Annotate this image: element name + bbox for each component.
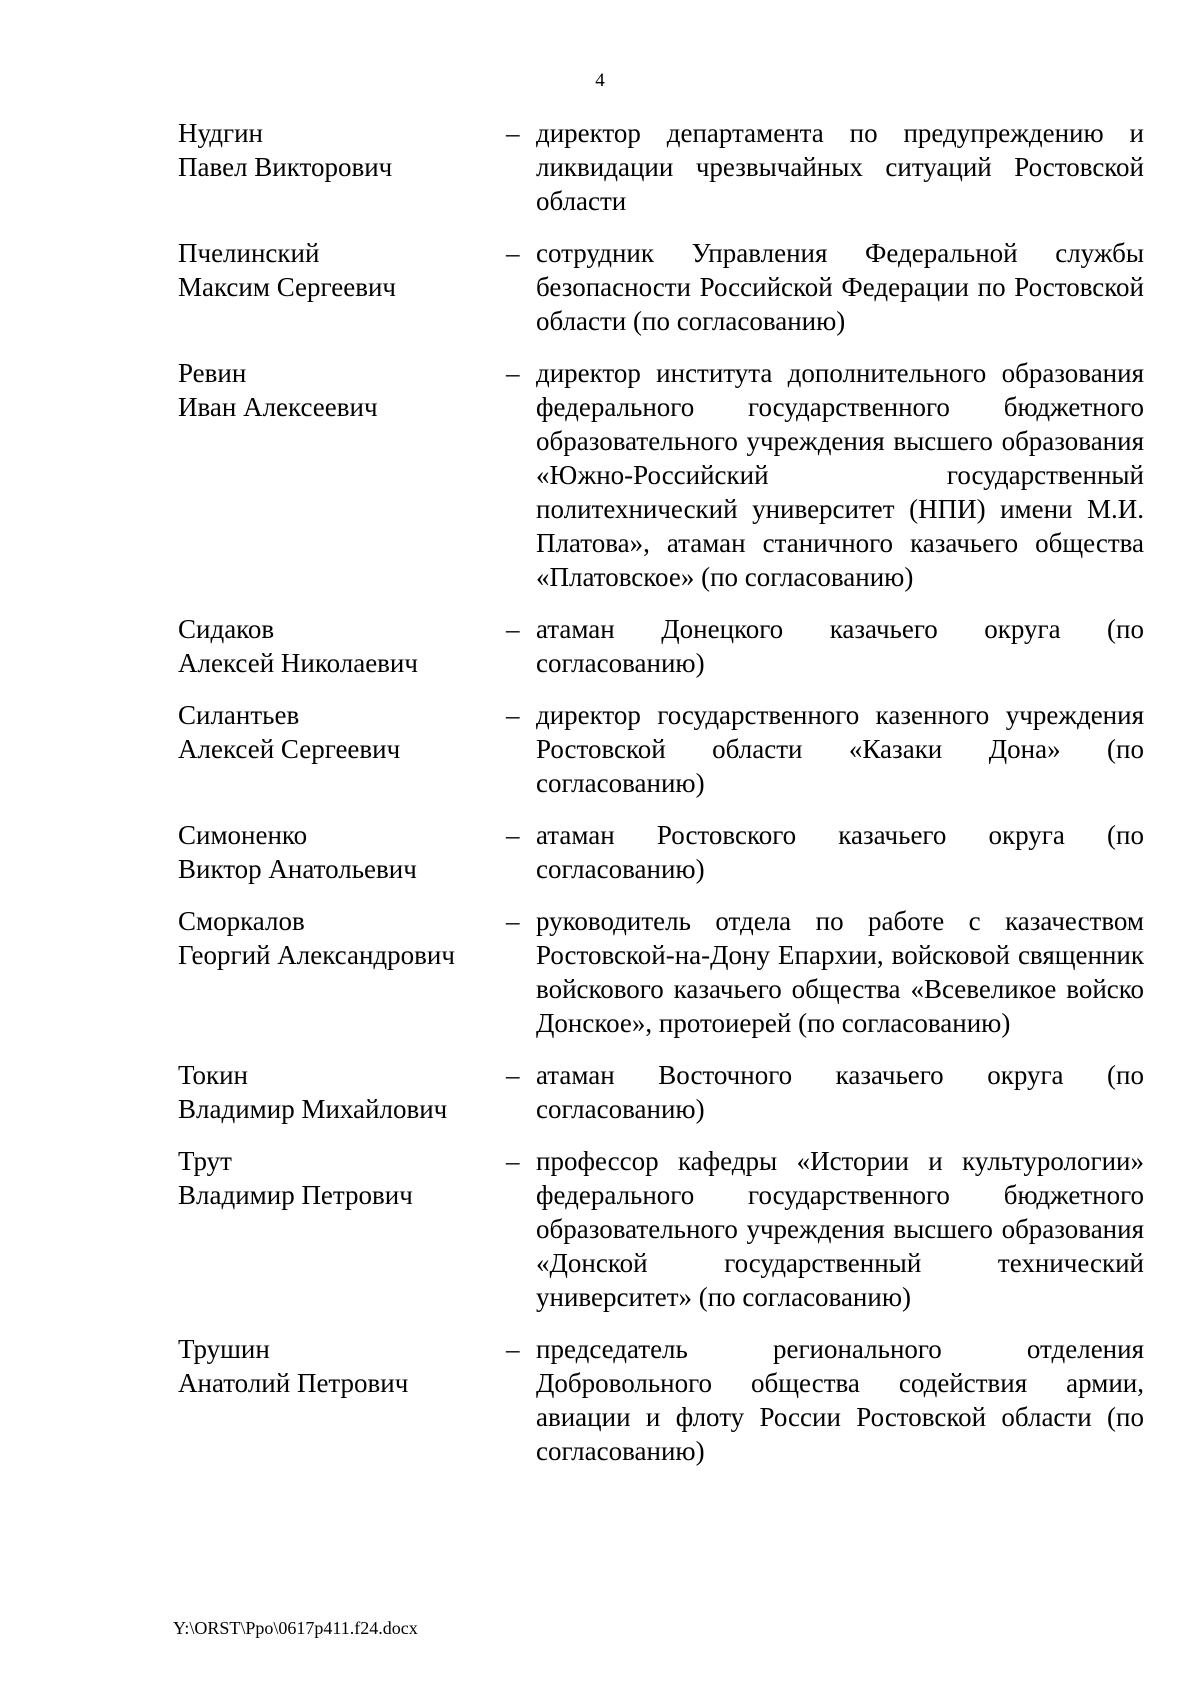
member-given-name: Максим Сергеевич <box>178 272 396 302</box>
dash-separator: – <box>506 820 520 850</box>
member-description: директор государственного казенного учреждения Ростовской области «Казаки Дона» (по согласованию) <box>536 700 1144 798</box>
member-surname: Сморкалов <box>178 906 305 936</box>
member-entry <box>178 1144 1144 1314</box>
member-surname: Нудгин <box>178 118 264 148</box>
member-surname: Силантьев <box>178 700 300 730</box>
dash-separator: – <box>506 1060 520 1090</box>
member-surname: Трут <box>178 1146 232 1176</box>
member-description: атаман Донецкого казачьего округа (по согласованию) <box>536 614 1144 678</box>
member-entry <box>178 1058 1144 1126</box>
member-surname: Симоненко <box>178 820 308 850</box>
member-description: председатель регионального отделения Добровольного общества содействия армии, авиации и флоту России Ростовской области (по согласованию) <box>536 1334 1144 1466</box>
dash-separator: – <box>506 118 520 148</box>
member-name <box>178 818 508 886</box>
member-description: атаман Восточного казачьего округа (по согласованию) <box>536 1060 1144 1124</box>
member-description: атаман Ростовского казачьего округа (по согласованию) <box>536 820 1144 884</box>
member-given-name: Иван Алексеевич <box>178 392 378 422</box>
member-entry <box>178 612 1144 680</box>
member-description: сотрудник Управления Федеральной службы безопасности Российской Федерации по Ростовской области (по согласованию) <box>536 238 1144 336</box>
member-entry <box>178 236 1144 338</box>
member-name <box>178 356 508 424</box>
dash-separator: – <box>506 1334 520 1364</box>
dash-separator: – <box>506 614 520 644</box>
member-surname: Ревин <box>178 358 247 388</box>
member-name <box>178 612 508 680</box>
member-surname: Сидаков <box>178 614 275 644</box>
member-description: руководитель отдела по работе с казачеством Ростовской-на-Дону Епархии, войсковой священник войскового казачьего общества «Всевеликое войско Донское», протоиерей (по согласованию) <box>536 906 1144 1038</box>
member-entry <box>178 698 1144 800</box>
member-name <box>178 698 508 766</box>
dash-separator: – <box>506 358 520 388</box>
member-name <box>178 1144 508 1212</box>
member-description: директор института дополнительного образования федерального государственного бюджетного образовательного учреждения высшего образования «Южно-Российский государственный политехнический университет (НПИ) имени М.И. Платова», атаман станичного казачьего общества «Платовское» (по согласованию) <box>536 358 1144 592</box>
member-name <box>178 1058 508 1126</box>
member-description: директор департамента по предупреждению и ликвидации чрезвычайных ситуаций Ростовской области <box>536 118 1144 216</box>
member-given-name: Алексей Сергеевич <box>178 734 401 764</box>
member-surname: Трушин <box>178 1334 270 1364</box>
member-given-name: Владимир Петрович <box>178 1180 413 1210</box>
dash-separator: – <box>506 1146 520 1176</box>
member-name <box>178 236 508 304</box>
member-name <box>178 116 508 184</box>
member-description: профессор кафедры «Истории и культурологии» федерального государственного бюджетного образовательного учреждения высшего образования «Донской государственный технический университет» (по согласованию) <box>536 1146 1144 1312</box>
member-given-name: Георгий Александрович <box>178 940 455 970</box>
member-name <box>178 1332 508 1400</box>
member-surname: Пчелинский <box>178 238 320 268</box>
member-entry <box>178 116 1144 218</box>
member-entry <box>178 1332 1144 1468</box>
member-list <box>178 116 1144 1486</box>
member-given-name: Алексей Николаевич <box>178 648 418 678</box>
member-entry <box>178 356 1144 594</box>
member-given-name: Владимир Михайлович <box>178 1094 448 1124</box>
member-entry <box>178 904 1144 1040</box>
member-entry <box>178 818 1144 886</box>
dash-separator: – <box>506 700 520 730</box>
dash-separator: – <box>506 238 520 268</box>
member-given-name: Анатолий Петрович <box>178 1368 409 1398</box>
footer-file-path: Y:\ORST\Ppo\0617p411.f24.docx <box>173 1618 418 1638</box>
member-surname: Токин <box>178 1060 248 1090</box>
dash-separator: – <box>506 906 520 936</box>
page-number: 4 <box>595 70 605 91</box>
member-given-name: Павел Викторович <box>178 152 393 182</box>
member-given-name: Виктор Анатольевич <box>178 854 417 884</box>
member-name <box>178 904 508 972</box>
